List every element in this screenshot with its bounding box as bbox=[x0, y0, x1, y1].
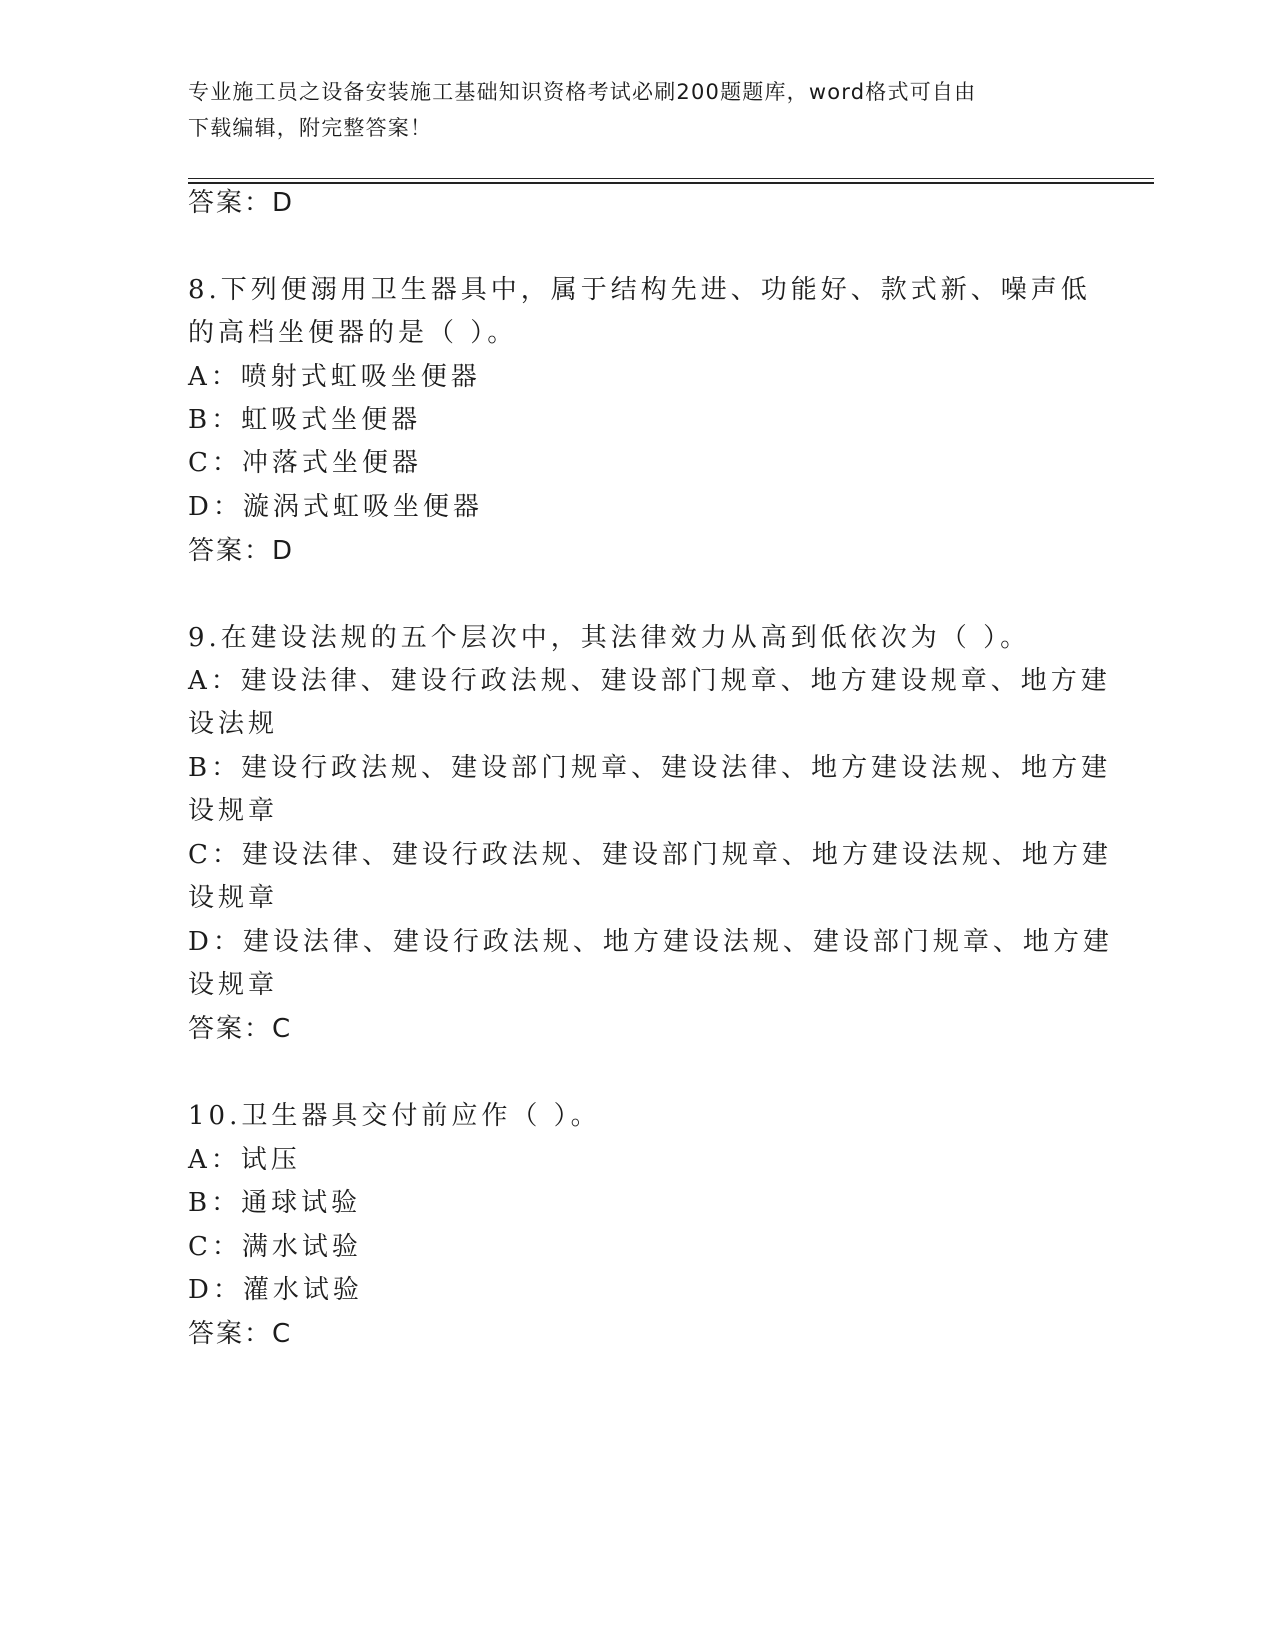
question-9-option-b-line-1: B：建设行政法规、建设部门规章、建设法律、地方建设法规、地方建 bbox=[188, 753, 1112, 783]
header-line-1: 专业施工员之设备安装施工基础知识资格考试必刷200题题库，word格式可自由 bbox=[188, 80, 977, 104]
question-9-option-d-line-2: 设规章 bbox=[188, 970, 279, 1000]
question-9-option-b-line-2: 设规章 bbox=[188, 796, 279, 826]
header-line-2: 下载编辑，附完整答案！ bbox=[188, 116, 433, 140]
question-9-option-d-line-1: D：建设法律、建设行政法规、地方建设法规、建设部门规章、地方建 bbox=[188, 927, 1113, 957]
question-8-option-c: C：冲落式坐便器 bbox=[188, 448, 422, 478]
question-9-option-a-line-2: 设法规 bbox=[188, 709, 279, 739]
question-10-option-a: A：试压 bbox=[188, 1145, 301, 1175]
question-8-option-b: B：虹吸式坐便器 bbox=[188, 405, 422, 435]
question-8-option-d: D：漩涡式虹吸坐便器 bbox=[188, 492, 483, 522]
question-9-answer: 答案：C bbox=[188, 1014, 293, 1044]
question-9-option-c-line-1: C：建设法律、建设行政法规、建设部门规章、地方建设法规、地方建 bbox=[188, 840, 1112, 870]
question-10-option-b: B：通球试验 bbox=[188, 1188, 362, 1218]
question-9-option-a-line-1: A：建设法律、建设行政法规、建设部门规章、地方建设规章、地方建 bbox=[188, 666, 1111, 696]
question-10-option-c: C：满水试验 bbox=[188, 1232, 362, 1262]
question-10-answer: 答案：C bbox=[188, 1319, 293, 1349]
document-header bbox=[188, 74, 1068, 146]
question-9-option-c-line-2: 设规章 bbox=[188, 883, 279, 913]
header-divider-thick bbox=[188, 182, 1154, 184]
previous-answer: 答案：D bbox=[188, 188, 295, 218]
question-10-stem: 10.卫生器具交付前应作（ ）。 bbox=[188, 1101, 601, 1131]
question-8-stem-line-2: 的高档坐便器的是（ ）。 bbox=[188, 318, 518, 348]
question-10-option-d: D：灌水试验 bbox=[188, 1275, 363, 1305]
question-8-answer: 答案：D bbox=[188, 536, 295, 566]
question-9-stem: 9.在建设法规的五个层次中，其法律效力从高到低依次为（ ）。 bbox=[188, 623, 1031, 653]
question-8-option-a: A：喷射式虹吸坐便器 bbox=[188, 362, 481, 392]
header-divider-thin bbox=[188, 178, 1154, 179]
question-8-stem-line-1: 8.下列便溺用卫生器具中，属于结构先进、功能好、款式新、噪声低 bbox=[188, 275, 1091, 305]
